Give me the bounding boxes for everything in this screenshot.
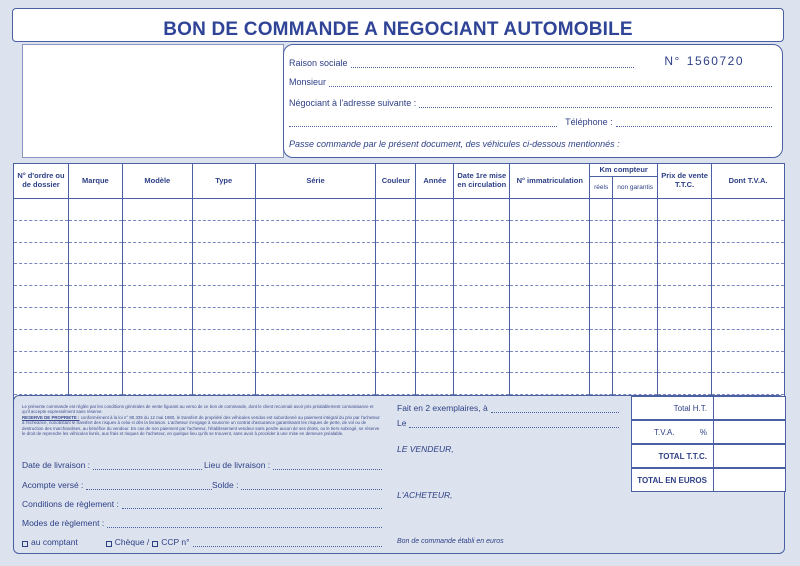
payment-options: au comptant Chèque / CCP n° xyxy=(22,537,382,547)
tva-value[interactable] xyxy=(714,420,786,444)
table-cell[interactable] xyxy=(416,373,454,395)
table-cell[interactable] xyxy=(613,242,658,264)
table-cell[interactable] xyxy=(14,373,69,395)
table-cell[interactable] xyxy=(68,351,122,373)
table-cell[interactable] xyxy=(14,242,69,264)
table-cell[interactable] xyxy=(68,329,122,351)
col-date-circulation: Date 1re mise en circulation xyxy=(454,164,510,199)
table-row xyxy=(14,286,785,308)
table-cell[interactable] xyxy=(712,373,785,395)
col-km-reels: réels xyxy=(590,177,613,199)
fait-en-field[interactable]: Fait en 2 exemplaires, à xyxy=(397,403,619,413)
table-row xyxy=(14,351,785,373)
table-cell[interactable] xyxy=(590,351,613,373)
vehicle-table xyxy=(13,163,785,417)
table-cell[interactable] xyxy=(454,286,510,308)
table-cell[interactable] xyxy=(658,242,712,264)
table-cell[interactable] xyxy=(68,307,122,329)
table-cell[interactable] xyxy=(510,199,590,221)
table-cell[interactable] xyxy=(14,307,69,329)
solde-field[interactable]: Solde : xyxy=(212,480,382,490)
tva-row: T.V.A. % xyxy=(631,420,786,444)
lieu-livraison-field[interactable]: Lieu de livraison : xyxy=(204,460,382,470)
table-cell[interactable] xyxy=(122,199,192,221)
legal-terms: Le présente commande est réglée par les conditions générales de vente figurant au verso de ce bon de commande, dont le client reconnait avoir pris préalablement connaissance et qu'il accepte expressément sans réserve. RESERVE DE PROPRIETE : conformément à la loi n° 80.335 du 12 mai 1980, le transfert de propriété des véhicules vendus est subordonné au paiement intégral du prix par l'acheteur à l'échéance, nonobstant le transfert des risques à celui-ci dès la livraison. L'acheteur s'engage à souscrire un contrat d'assurance garantissant les risques de perte, de vol ou de destruction des marchandises, au bénéfice du vendeur. En cas de non paiement par l'acheteur, l'établissement vendeur sans perdre aucun de ses droits, ou le tiers subrogé, se réserve le droit de reprendre les véhicules livrés, aux frais et risques de l'acheteur, en quelque lieu qu'ils se trouvent, sans avoir à procéder à une mise en demeure préalable. xyxy=(22,404,380,437)
table-cell[interactable] xyxy=(255,373,376,395)
table-cell[interactable] xyxy=(122,264,192,286)
negociant-address-field[interactable]: Négociant à l'adresse suivante : xyxy=(289,96,772,108)
table-cell[interactable] xyxy=(510,329,590,351)
table-cell[interactable] xyxy=(192,286,255,308)
table-cell[interactable] xyxy=(416,307,454,329)
table-cell[interactable] xyxy=(255,242,376,264)
table-cell[interactable] xyxy=(376,329,416,351)
table-row xyxy=(14,264,785,286)
table-cell[interactable] xyxy=(590,329,613,351)
table-cell[interactable] xyxy=(712,199,785,221)
acheteur-signature[interactable]: L'ACHETEUR, xyxy=(397,490,453,500)
total-ht-value[interactable] xyxy=(714,396,786,420)
table-cell[interactable] xyxy=(416,286,454,308)
telephone-field[interactable]: Téléphone : xyxy=(289,117,772,127)
col-modele: Modèle xyxy=(122,164,192,199)
table-cell[interactable] xyxy=(255,286,376,308)
table-cell[interactable] xyxy=(454,264,510,286)
monsieur-field[interactable]: Monsieur xyxy=(289,75,772,87)
table-cell[interactable] xyxy=(590,220,613,242)
table-cell[interactable] xyxy=(14,199,69,221)
col-marque: Marque xyxy=(68,164,122,199)
table-cell[interactable] xyxy=(376,242,416,264)
table-row xyxy=(14,220,785,242)
table-cell[interactable] xyxy=(14,286,69,308)
table-cell[interactable] xyxy=(416,220,454,242)
table-cell[interactable] xyxy=(658,264,712,286)
table-cell[interactable] xyxy=(255,220,376,242)
table-cell[interactable] xyxy=(68,373,122,395)
page-title: BON DE COMMANDE A NEGOCIANT AUTOMOBILE xyxy=(163,19,633,40)
order-number: N° 1560720 xyxy=(664,54,744,68)
table-row xyxy=(14,199,785,221)
table-cell[interactable] xyxy=(454,220,510,242)
table-row xyxy=(14,373,785,395)
table-cell[interactable] xyxy=(376,264,416,286)
table-cell[interactable] xyxy=(14,264,69,286)
table-cell[interactable] xyxy=(376,373,416,395)
table-cell[interactable] xyxy=(122,220,192,242)
printer-reference xyxy=(0,367,1,480)
table-cell[interactable] xyxy=(416,351,454,373)
order-statement: Passe commande par le présent document, des véhicules ci-dessous mentionnés : xyxy=(289,139,620,149)
acompte-field[interactable]: Acompte versé : xyxy=(22,480,212,490)
table-cell[interactable] xyxy=(68,242,122,264)
table-cell[interactable] xyxy=(510,373,590,395)
table-cell[interactable] xyxy=(192,264,255,286)
company-stamp-box xyxy=(22,44,284,158)
table-cell[interactable] xyxy=(14,220,69,242)
totals-box xyxy=(631,396,786,553)
table-cell[interactable] xyxy=(454,307,510,329)
table-cell[interactable] xyxy=(68,264,122,286)
table-cell[interactable] xyxy=(454,351,510,373)
date-le-field[interactable]: Le xyxy=(397,418,619,428)
table-cell[interactable] xyxy=(510,264,590,286)
table-cell[interactable] xyxy=(510,220,590,242)
table-cell[interactable] xyxy=(658,220,712,242)
table-cell[interactable] xyxy=(613,264,658,286)
total-ttc-row: TOTAL T.T.C. xyxy=(631,444,786,468)
table-cell[interactable] xyxy=(376,199,416,221)
cheque-checkbox[interactable] xyxy=(106,541,112,547)
table-cell[interactable] xyxy=(590,286,613,308)
total-ht-row: Total H.T. xyxy=(631,396,786,420)
table-cell[interactable] xyxy=(658,199,712,221)
table-cell[interactable] xyxy=(192,220,255,242)
table-cell[interactable] xyxy=(590,307,613,329)
col-dont-tva: Dont T.V.A. xyxy=(712,164,785,199)
table-row xyxy=(14,307,785,329)
table-cell[interactable] xyxy=(416,264,454,286)
vendeur-signature[interactable]: LE VENDEUR, xyxy=(397,444,454,454)
table-cell[interactable] xyxy=(712,220,785,242)
table-cell[interactable] xyxy=(658,329,712,351)
table-cell[interactable] xyxy=(613,351,658,373)
title-bar xyxy=(12,8,784,42)
table-cell[interactable] xyxy=(14,351,69,373)
table-cell[interactable] xyxy=(122,351,192,373)
table-cell[interactable] xyxy=(712,286,785,308)
col-prix-ttc: Prix de vente T.T.C. xyxy=(658,164,712,199)
table-cell[interactable] xyxy=(192,242,255,264)
table-cell[interactable] xyxy=(192,351,255,373)
table-cell[interactable] xyxy=(68,286,122,308)
table-cell[interactable] xyxy=(658,373,712,395)
table-cell[interactable] xyxy=(510,242,590,264)
conditions-reglement-field[interactable]: Conditions de règlement : xyxy=(22,499,382,509)
table-cell[interactable] xyxy=(68,220,122,242)
table-cell[interactable] xyxy=(613,373,658,395)
table-cell[interactable] xyxy=(122,329,192,351)
raison-sociale-field[interactable]: Raison sociale xyxy=(289,56,634,68)
table-cell[interactable] xyxy=(658,286,712,308)
table-cell[interactable] xyxy=(376,351,416,373)
table-cell[interactable] xyxy=(590,264,613,286)
table-cell[interactable] xyxy=(122,307,192,329)
table-cell[interactable] xyxy=(712,307,785,329)
table-cell[interactable] xyxy=(416,242,454,264)
table-cell[interactable] xyxy=(255,264,376,286)
table-cell[interactable] xyxy=(613,220,658,242)
modes-reglement-field[interactable]: Modes de règlement : xyxy=(22,518,382,528)
col-immatriculation: N° immatriculation xyxy=(510,164,590,199)
table-cell[interactable] xyxy=(122,242,192,264)
col-km-non-garantis: non garantis xyxy=(613,177,658,199)
table-cell[interactable] xyxy=(712,242,785,264)
col-serie: Série xyxy=(255,164,376,199)
table-row xyxy=(14,242,785,264)
table-cell[interactable] xyxy=(376,307,416,329)
col-type: Type xyxy=(192,164,255,199)
table-cell[interactable] xyxy=(192,329,255,351)
table-cell[interactable] xyxy=(255,329,376,351)
table-cell[interactable] xyxy=(255,351,376,373)
table-cell[interactable] xyxy=(658,351,712,373)
date-livraison-field[interactable]: Date de livraison : xyxy=(22,460,202,470)
table-cell[interactable] xyxy=(192,373,255,395)
table-cell[interactable] xyxy=(376,220,416,242)
buyer-info-box xyxy=(283,44,783,158)
col-couleur: Couleur xyxy=(376,164,416,199)
col-km-compteur: Km compteur xyxy=(590,164,658,177)
table-cell[interactable] xyxy=(510,351,590,373)
table-cell[interactable] xyxy=(658,307,712,329)
col-annee: Année xyxy=(416,164,454,199)
table-row xyxy=(14,329,785,351)
table-cell[interactable] xyxy=(590,199,613,221)
table-cell[interactable] xyxy=(416,199,454,221)
table-cell[interactable] xyxy=(14,329,69,351)
euros-note: Bon de commande établi en euros xyxy=(397,538,504,545)
table-cell[interactable] xyxy=(613,199,658,221)
bottom-section xyxy=(13,395,785,554)
table-cell[interactable] xyxy=(712,264,785,286)
total-euros-value[interactable] xyxy=(714,468,786,492)
table-cell[interactable] xyxy=(416,329,454,351)
table-cell[interactable] xyxy=(192,199,255,221)
table-cell[interactable] xyxy=(613,307,658,329)
total-euros-row: TOTAL EN EUROS xyxy=(631,468,786,492)
table-cell[interactable] xyxy=(590,373,613,395)
table-cell[interactable] xyxy=(255,307,376,329)
table-cell[interactable] xyxy=(613,329,658,351)
table-cell[interactable] xyxy=(454,373,510,395)
table-cell[interactable] xyxy=(510,307,590,329)
table-cell[interactable] xyxy=(122,373,192,395)
table-cell[interactable] xyxy=(255,199,376,221)
table-cell[interactable] xyxy=(454,329,510,351)
ccp-checkbox[interactable] xyxy=(152,541,158,547)
col-ordre: N° d'ordre ou de dossier xyxy=(14,164,69,199)
table-cell[interactable] xyxy=(454,242,510,264)
table-cell[interactable] xyxy=(712,351,785,373)
table-cell[interactable] xyxy=(712,329,785,351)
table-cell[interactable] xyxy=(510,286,590,308)
table-cell[interactable] xyxy=(590,242,613,264)
total-ttc-value[interactable] xyxy=(714,444,786,468)
au-comptant-checkbox[interactable] xyxy=(22,541,28,547)
table-cell[interactable] xyxy=(122,286,192,308)
table-cell[interactable] xyxy=(68,199,122,221)
table-cell[interactable] xyxy=(454,199,510,221)
table-cell[interactable] xyxy=(192,307,255,329)
table-cell[interactable] xyxy=(376,286,416,308)
table-cell[interactable] xyxy=(613,286,658,308)
